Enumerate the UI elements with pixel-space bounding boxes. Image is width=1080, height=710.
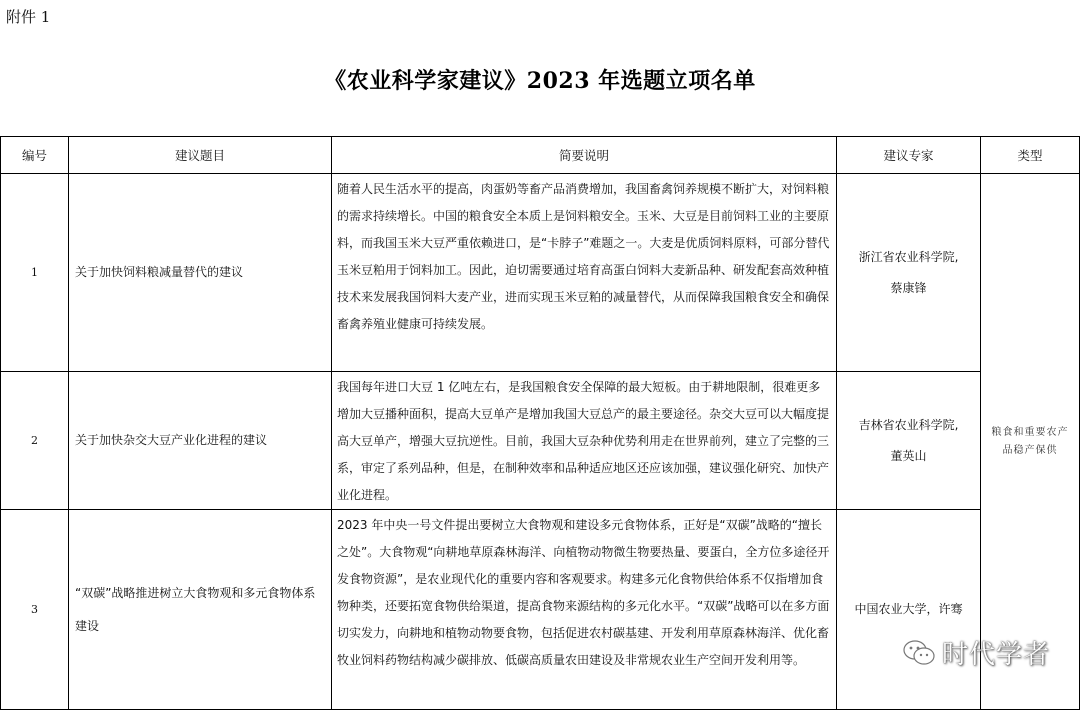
column-header-type: 类型 [981, 137, 1080, 174]
page-title: 《农业科学家建议》2023 年选题立项名单 [324, 68, 756, 94]
attachment-label: 附件 1 [6, 8, 51, 26]
table-header-row [1, 137, 1080, 174]
column-header-expert: 建议专家 [837, 137, 981, 174]
expert-organization: 中国农业大学，许骞 [854, 602, 963, 616]
row-expert [837, 372, 981, 510]
expert-name: 蔡康锋 [890, 280, 927, 295]
expert-organization: 浙江省农业科学院, [858, 249, 959, 264]
row-expert [837, 174, 981, 372]
wechat-icon [902, 638, 936, 668]
expert-organization: 吉林省农业科学院, [858, 417, 959, 432]
row-topic: 关于加快杂交大豆产业化进程的建议 [69, 372, 332, 510]
table-row [1, 372, 1080, 510]
row-number: 2 [1, 372, 69, 510]
column-header-topic: 建议题目 [69, 137, 332, 174]
row-topic: “双碳”战略推进树立大食物观和多元食物体系建设 [69, 510, 332, 710]
table-row [1, 510, 1080, 710]
row-description: 我国每年进口大豆 1 亿吨左右，是我国粮食安全保障的最大短板。由于耕地限制，很难更多增加大豆播种面积，提高大豆单产是增加我国大豆总产的最主要途径。杂交大豆可以大幅度提高大豆单产，增强大豆抗逆性。目前，我国大豆杂种优势利用走在世界前列，建立了完整的三系，审定了系列品种，但是，在制种效率和品种适应地区还应该加强，建议强化研究、加快产业化进程。 [332, 372, 837, 510]
column-header-number: 编号 [1, 137, 69, 174]
row-expert [837, 510, 981, 710]
row-description: 2023 年中央一号文件提出要树立大食物观和建设多元食物体系，正好是“双碳”战略的“擅长之处”。大食物观“向耕地草原森林海洋、向植物动物微生物要热量、要蛋白，全方位多途径开发食物资源”，是农业现代化的重要内容和客观要求。构建多元化食物供给体系不仅指增加食物种类，还要拓宽食物供给渠道，提高食物来源结构的多元化水平。“双碳”战略可以在多方面切实发力，向耕地和植物动物要食物，包括促进农村碳基建、开发利用草原森林海洋、优化畜牧业饲料药物结构减少碳排放、低碳高质量农田建设及非常规农业生产空间开发利用等。 [332, 510, 837, 710]
table-row [1, 174, 1080, 372]
row-description: 随着人民生活水平的提高，肉蛋奶等畜产品消费增加，我国畜禽饲养规模不断扩大，对饲料粮的需求持续增长。中国的粮食安全本质上是饲料粮安全。玉米、大豆是目前饲料工业的主要原料，而我国玉米大豆严重依赖进口，是“卡脖子”难题之一。大麦是优质饲料原料，可部分替代玉米豆粕用于饲料加工。因此，迫切需要通过培育高蛋白饲料大麦新品种、研发配套高效种植技术来发展我国饲料大麦产业，进而实现玉米豆粕的减量替代，从而保障我国粮食安全和确保畜禽养殖业健康可持续发展。 [332, 174, 837, 372]
expert-name: 董英山 [890, 448, 927, 463]
watermark-text: 时代学者 [941, 640, 1050, 670]
watermark [902, 634, 1050, 671]
column-header-description: 简要说明 [332, 137, 837, 174]
row-number: 3 [1, 510, 69, 710]
type-cell: 粮食和重要农产品稳产保供 [981, 174, 1080, 710]
row-number: 1 [1, 174, 69, 372]
row-topic: 关于加快饲料粮减量替代的建议 [69, 174, 332, 372]
project-list-table [0, 136, 1080, 710]
